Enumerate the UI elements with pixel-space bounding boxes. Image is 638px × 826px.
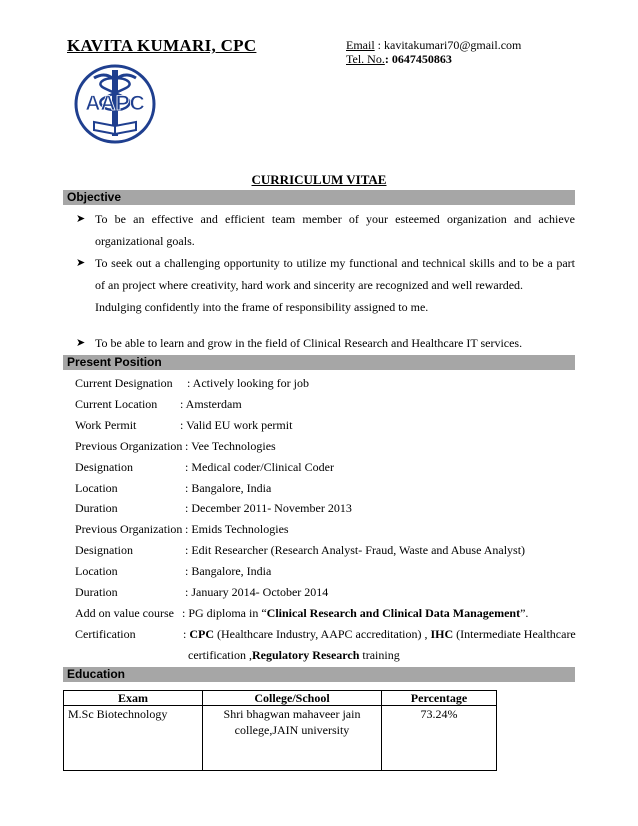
- objective-bullet-3: [76, 332, 575, 354]
- arrow-bullet-icon: ➤: [76, 337, 86, 349]
- phone-label: Tel. No.: [346, 52, 385, 66]
- regulatory-cert: Regulatory Research: [251, 648, 360, 662]
- row-value: : PG diploma in “Clinical Research and Clinical Data Management”.: [182, 606, 529, 620]
- row-value: : CPC (Healthcare Industry, AAPC accreditation) , IHC (Intermediate Healthcare: [183, 627, 576, 641]
- document-title: CURRICULUM VITAE: [251, 172, 387, 187]
- objective-extra-line: Indulging confidently into the frame of responsibility assigned to me.: [95, 300, 429, 314]
- row-value: : Edit Researcher (Research Analyst- Fraud, Waste and Abuse Analyst): [185, 543, 526, 557]
- objective-text-2: To seek out a challenging opportunity to utilize my functional and technical skills and to be a part of an project where creativity, hard work and sincerity are recognized and well rewarded.: [95, 256, 575, 292]
- arrow-bullet-icon: ➤: [76, 257, 86, 269]
- row-label: Duration: [75, 501, 118, 515]
- table-row: [64, 706, 497, 771]
- row-label: Location: [75, 481, 118, 495]
- row-value: : December 2011- November 2013: [185, 501, 352, 515]
- logo-text: AAPC: [85, 92, 145, 115]
- row-label: Previous Organization: [75, 439, 183, 453]
- row-value: : Amsterdam: [180, 397, 242, 411]
- row-value: : Emids Technologies: [185, 522, 289, 536]
- row-label: Add on value course: [75, 606, 174, 620]
- table-header-row: [64, 691, 497, 706]
- objective-bullet-1: [76, 208, 575, 252]
- row-label: Location: [75, 564, 118, 578]
- row-label: Previous Organization: [75, 522, 183, 536]
- education-heading: Education: [63, 667, 575, 682]
- row-label: Certification: [75, 627, 136, 641]
- row-label: Work Permit: [75, 418, 137, 432]
- row-value: : January 2014- October 2014: [185, 585, 329, 599]
- present-position-heading: Present Position: [63, 355, 575, 370]
- row-value: : Valid EU work permit: [180, 418, 293, 432]
- row-label: Current Designation: [75, 376, 173, 390]
- column-header-college: College/School: [203, 691, 382, 706]
- objective-text-3: To be able to learn and grow in the field of Clinical Research and Healthcare IT services.: [95, 336, 523, 350]
- row-label: Designation: [75, 543, 133, 557]
- arrow-bullet-icon: ➤: [76, 213, 86, 225]
- candidate-name: KAVITA KUMARI, CPC: [67, 36, 257, 55]
- row-label: Current Location: [75, 397, 158, 411]
- row-value: : Bangalore, India: [185, 564, 272, 578]
- row-value: : Actively looking for job: [187, 376, 309, 390]
- phone-value: : 0647450863: [384, 52, 452, 66]
- education-table: [63, 690, 497, 771]
- addon-course-name: Clinical Research and Clinical Data Management: [266, 606, 521, 620]
- objective-text-1: To be an effective and efficient team member of your esteemed organization and achieve organizational goals.: [95, 212, 575, 248]
- column-header-exam: Exam: [64, 691, 203, 706]
- objective-heading: Objective: [63, 190, 575, 205]
- email-line: [346, 38, 521, 52]
- objective-bullet-2: [76, 252, 575, 318]
- row-value: : Vee Technologies: [185, 439, 276, 453]
- row-value: : Medical coder/Clinical Coder: [185, 460, 334, 474]
- exam-cell: M.Sc Biotechnology: [64, 706, 203, 771]
- contact-block: [346, 38, 521, 66]
- college-cell: Shri bhagwan mahaveer jain college,JAIN university: [203, 706, 382, 771]
- cpc-cert: CPC: [189, 627, 215, 641]
- row-value: : Bangalore, India: [185, 481, 272, 495]
- email-label: Email: [346, 38, 375, 52]
- phone-line: [346, 52, 521, 66]
- email-value[interactable]: : kavitakumari70@gmail.com: [377, 38, 522, 52]
- row-label: Designation: [75, 460, 133, 474]
- column-header-percentage: Percentage: [382, 691, 497, 706]
- row-label: Duration: [75, 585, 118, 599]
- percentage-cell: 73.24%: [382, 706, 497, 771]
- ihc-cert: IHC: [430, 627, 454, 641]
- row-value: certification ,Regulatory Research training: [188, 648, 400, 662]
- aapc-logo: [74, 64, 156, 144]
